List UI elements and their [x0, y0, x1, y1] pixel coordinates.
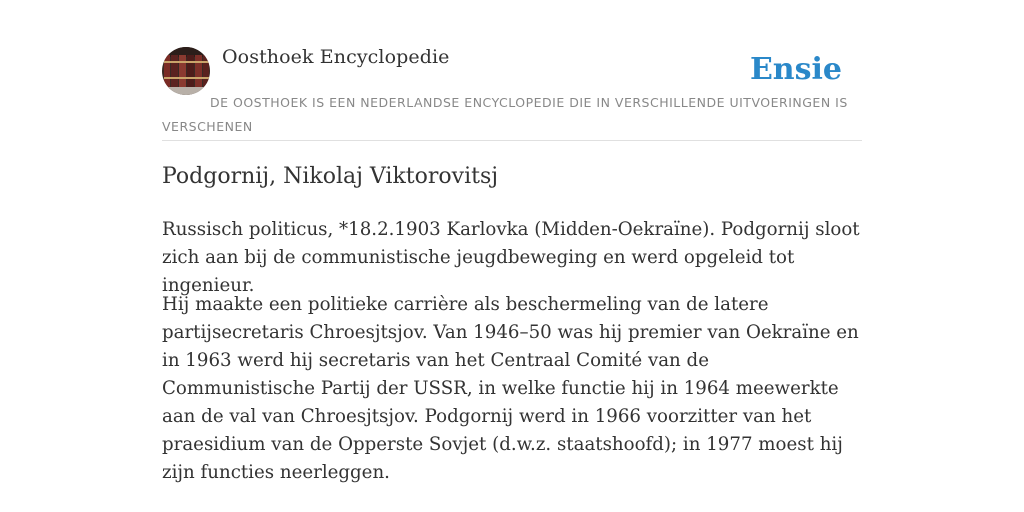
article-title: Podgornij, Nikolaj Viktorovitsj: [162, 164, 499, 189]
article-paragraph: Russisch politicus, *18.2.1903 Karlovka (Midden-Oekraïne). Podgornij sloot zich aan bij de communistische jeugdbeweging en werd opgeleid tot ingenieur.: [162, 219, 860, 296]
encyclopedia-books-icon[interactable]: [162, 47, 210, 95]
page-header: [162, 46, 862, 141]
article-card: [162, 46, 862, 483]
brand-logo[interactable]: Ensie: [749, 52, 842, 87]
article-paragraph: Hij maakte een politieke carrière als beschermeling van de latere partijsecretaris Chroesjtsjov. Van 1946–50 was hij premier van Oekraïne en in 1963 werd hij secretaris van het Centraal Comité van de Communistische Partij der USSR, in welke functie hij in 1964 meewerkte aan de val van Chroesjtsjov. Podgornij werd in 1966 voorzitter van het praesidium van de Opperste Sovjet (d.w.z. staatshoofd); in 1977 moest hij zijn functies neerleggen.: [162, 294, 859, 483]
site-tagline: DE OOSTHOEK IS EEN NEDERLANDSE ENCYCLOPEDIE DIE IN VERSCHILLENDE UITVOERINGEN IS VERSCHENEN: [162, 95, 848, 134]
site-name[interactable]: Oosthoek Encyclopedie: [222, 46, 450, 68]
